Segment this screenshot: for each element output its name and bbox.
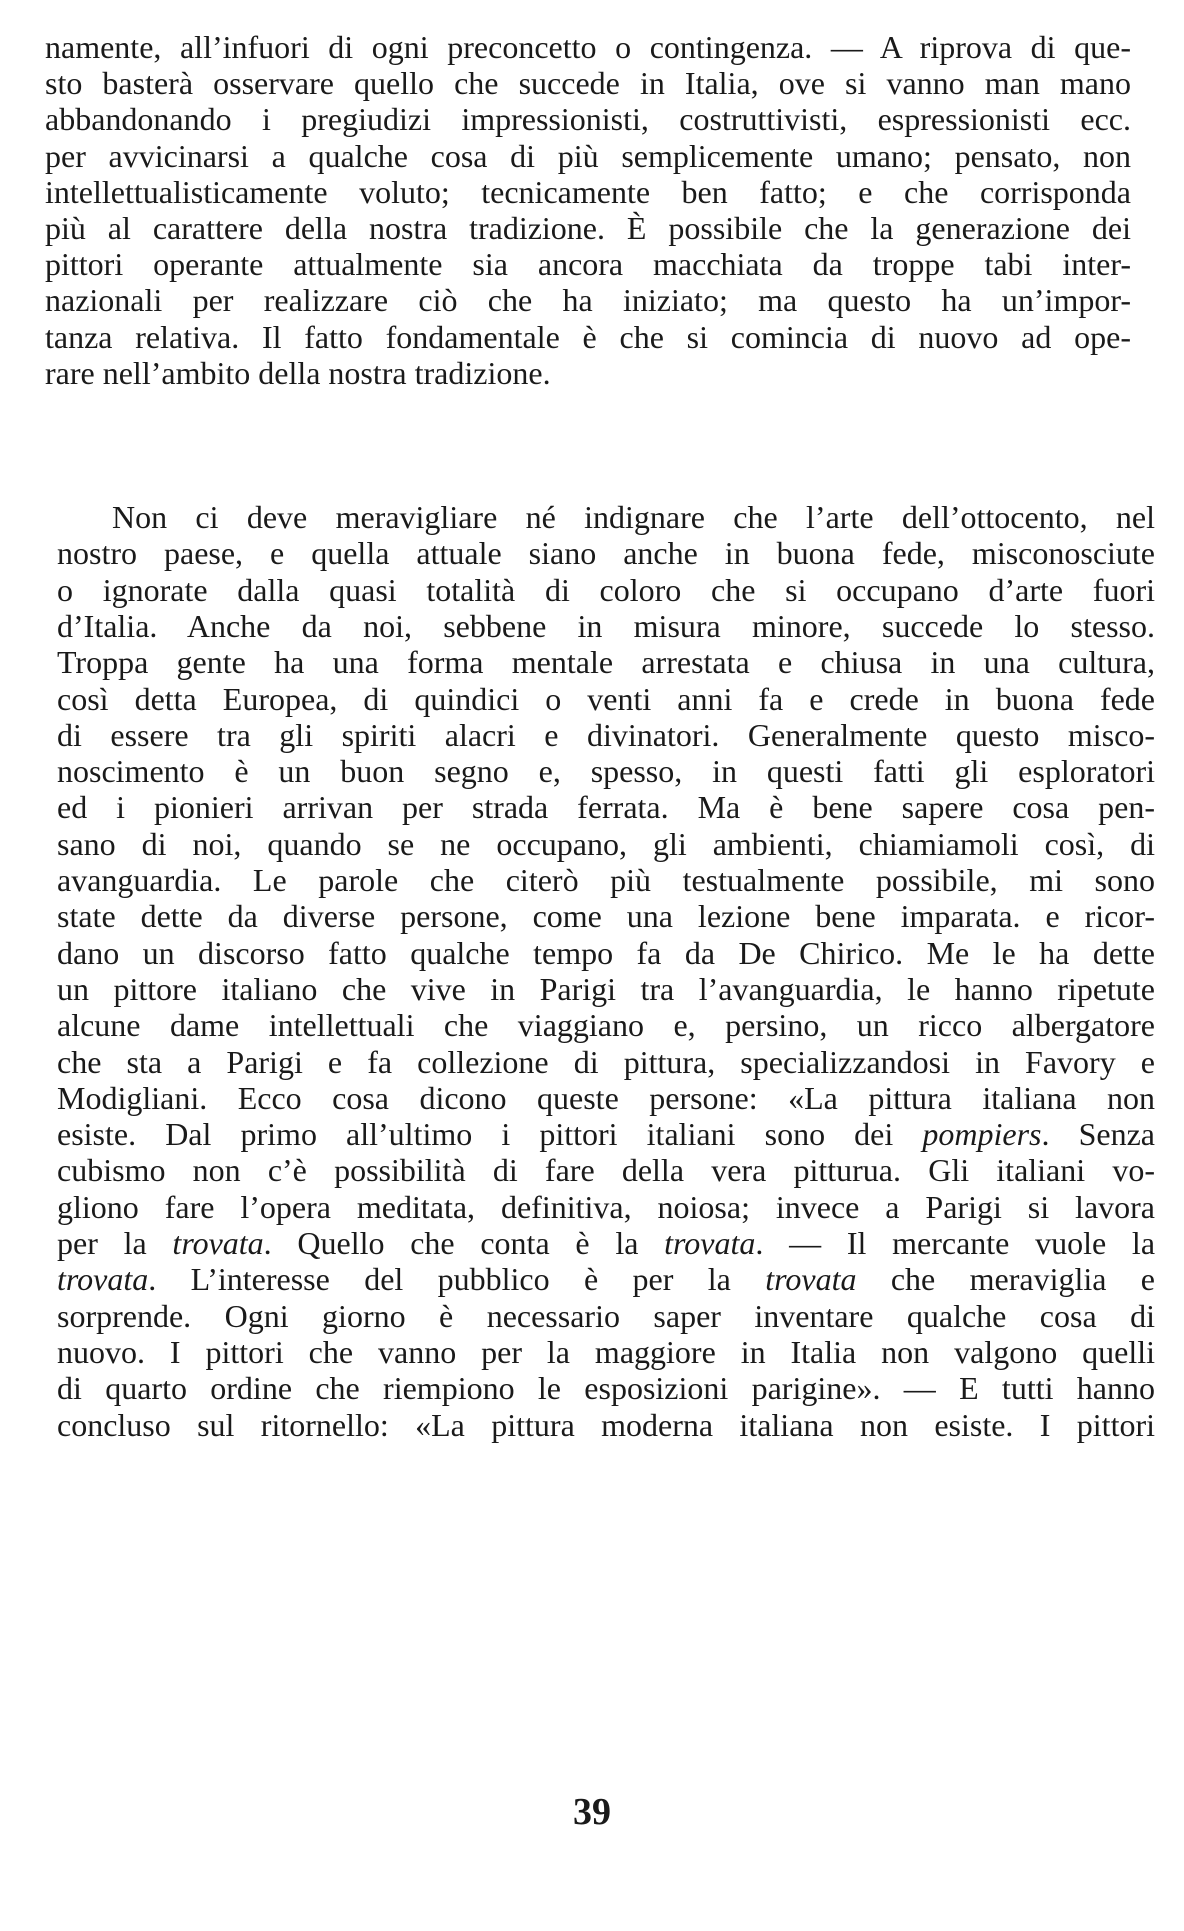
text-line: o ignorate dalla quasi totalità di coloro che si occupano d’arte fuori [57, 571, 1155, 608]
italic-word: trovata [765, 1261, 857, 1298]
text-line [57, 1260, 1155, 1298]
text-line: ed i pionieri arrivan per strada ferrata. Ma è bene sapere cosa pen- [57, 789, 1155, 826]
text-line: sano di noi, quando se ne occupano, gli ambienti, chiamiamoli così, di [57, 825, 1155, 862]
text-segment: . — Il mercante vuole la [755, 1225, 1156, 1261]
text-line [57, 1224, 1155, 1262]
text-line: gliono fare l’opera meditata, definitiva, noiosa; invece a Parigi si lavora [57, 1188, 1155, 1225]
text-segment: per la [57, 1225, 173, 1261]
text-line: per avvicinarsi a qualche cosa di più semplicemente umano; pensato, non [45, 137, 1131, 174]
italic-word: pompiers [922, 1116, 1042, 1153]
text-line: concluso sul ritornello: «La pittura moderna italiana non esiste. I pittori [57, 1406, 1155, 1443]
text-line: avanguardia. Le parole che citerò più testualmente possibile, mi sono [57, 862, 1155, 898]
text-segment: . L’interesse del pubblico è per la [148, 1261, 766, 1298]
italic-word: trovata [664, 1225, 756, 1261]
text-line [57, 1115, 1155, 1153]
text-line: state dette da diverse persone, come una lezione bene imparata. e ricor- [57, 898, 1155, 935]
text-line: cubismo non c’è possibilità di fare della vera pitturua. Gli italiani vo- [57, 1152, 1155, 1189]
text-line: sto basterà osservare quello che succede in Italia, ove si vanno man mano [45, 65, 1131, 102]
text-segment: esiste. Dal primo all’ultimo i pittori italiani sono dei [57, 1116, 923, 1153]
text-line: nazionali per realizzare ciò che ha iniziato; ma questo ha un’impor- [45, 282, 1131, 319]
text-line: d’Italia. Anche da noi, sebbene in misura minore, succede lo stesso. [57, 607, 1155, 644]
italic-word: trovata [57, 1261, 149, 1298]
text-line: di quarto ordine che riempiono le esposizioni parigine». — E tutti hanno [57, 1370, 1155, 1407]
text-line: intellettualisticamente voluto; tecnicamente ben fatto; e che corrisponda [45, 173, 1131, 210]
page-number: 39 [573, 1791, 611, 1833]
text-segment: . Quello che conta è la [263, 1225, 665, 1261]
text-line: dano un discorso fatto qualche tempo fa da De Chirico. Me le ha dette [57, 934, 1155, 971]
text-line: abbandonando i pregiudizi impressionisti, costruttivisti, espressionisti ecc. [45, 101, 1131, 138]
text-line: nuovo. I pittori che vanno per la maggiore in Italia non valgono quelli [57, 1333, 1155, 1370]
text-line: di essere tra gli spiriti alacri e divinatori. Generalmente questo misco- [57, 716, 1155, 753]
text-segment: che meraviglia e [856, 1261, 1156, 1298]
text-line: alcune dame intellettuali che viaggiano e, persino, un ricco albergatore [57, 1007, 1155, 1044]
text-line: pittori operante attualmente sia ancora macchiata da troppe tabi inter- [45, 246, 1131, 283]
text-line: che sta a Parigi e fa collezione di pittura, specializzandosi in Favory e [57, 1043, 1155, 1080]
text-line: così detta Europea, di quindici o venti anni fa e crede in buona fede [57, 680, 1155, 717]
text-line: namente, all’infuori di ogni preconcetto o contingenza. — A riprova di que- [45, 29, 1131, 65]
text-line: sorprende. Ogni giorno è necessario saper inventare qualche cosa di [57, 1297, 1155, 1334]
text-line: Modigliani. Ecco cosa dicono queste persone: «La pittura italiana non [57, 1079, 1155, 1116]
text-line: Non ci deve meravigliare né indignare che l’arte dell’ottocento, nel [112, 499, 1155, 535]
text-line: rare nell’ambito della nostra tradizione. [45, 354, 551, 391]
text-line: Troppa gente ha una forma mentale arrestata e chiusa in una cultura, [57, 644, 1155, 681]
text-line: più al carattere della nostra tradizione. È possibile che la generazione dei [45, 210, 1131, 246]
text-line: tanza relativa. Il fatto fondamentale è che si comincia di nuovo ad ope- [45, 318, 1131, 355]
text-segment: . Senza [1041, 1116, 1156, 1153]
text-line: nostro paese, e quella attuale siano anche in buona fede, misconosciute [57, 535, 1155, 572]
italic-word: trovata [172, 1225, 264, 1261]
text-line: un pittore italiano che vive in Parigi tra l’avanguardia, le hanno ripetute [57, 970, 1155, 1007]
text-line: noscimento è un buon segno e, spesso, in questi fatti gli esploratori [57, 753, 1155, 790]
